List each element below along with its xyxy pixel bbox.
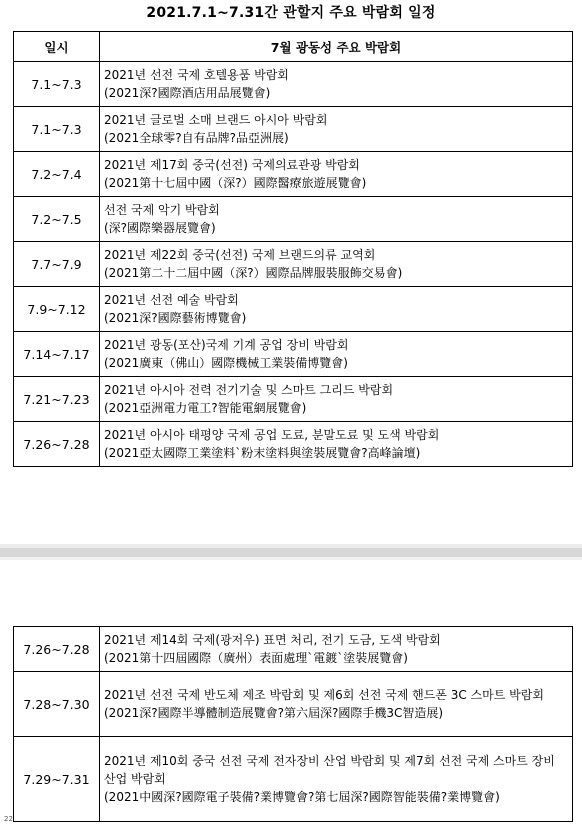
event-name-korean: 2021년 제17회 중국(선전) 국제의료관광 박람회 [104,158,360,172]
event-description [100,377,573,422]
schedule-table-page1 [13,31,573,467]
event-name-chinese: (2021中國深?國際電子裝備?業博覽會?第七屆深?國際智能裝備?業博覽會) [104,790,500,804]
event-name-chinese: (2021深?國際半導體制造展覽會?第六屆深?國際手機3C智造展) [104,706,444,720]
event-description [100,422,573,467]
table-row [14,737,573,822]
page-title: 2021.7.1~7.31간 관할지 주요 박람회 일정 [146,5,436,21]
event-date: 7.1~7.3 [14,107,100,152]
event-name-korean: 2021년 아시아 전력 전기기술 및 스마트 그리드 박람회 [104,383,394,397]
event-name-chinese: (2021亞洲電力電工?智能電網展覽會) [104,401,307,415]
event-description [100,627,573,672]
event-description [100,332,573,377]
table-row [14,152,573,197]
table-header-row [14,32,573,62]
event-description [100,672,573,737]
page-footer-mark: 22 [4,815,13,823]
event-name-korean: 2021년 선전 국제 호텔용품 박람회 [104,68,289,82]
table-row [14,62,573,107]
event-date: 7.21~7.23 [14,377,100,422]
table-row [14,197,573,242]
event-name-chinese: (2021第二十二屆中國（深?）國際品牌服裝服飾交易會) [104,266,403,280]
event-name-chinese: (2021亞太國際工業塗料`粉末塗料與塗裝展覽會?高峰論壇) [104,446,421,460]
event-name-korean: 2021년 선전 예술 박람회 [104,293,239,307]
table-row [14,287,573,332]
table-row [14,377,573,422]
event-date: 7.29~7.31 [14,737,100,822]
event-date: 7.2~7.4 [14,152,100,197]
event-name-korean: 2021년 글로벌 소매 브랜드 아시아 박람회 [104,113,328,127]
event-name-chinese: (2021第十四屆國際（廣州）表面處理`電鍍`塗裝展覽會) [104,651,408,665]
event-description [100,737,573,822]
event-date: 7.7~7.9 [14,242,100,287]
event-date: 7.1~7.3 [14,62,100,107]
event-description [100,62,573,107]
table-row [14,422,573,467]
event-description [100,197,573,242]
event-date: 7.28~7.30 [14,672,100,737]
event-name-chinese: (2021深?國際藝術博覽會) [104,311,247,325]
table-row [14,332,573,377]
table-row [14,672,573,737]
event-name-korean: 2021년 제14회 국제(광저우) 표면 처리, 전기 도금, 도색 박람회 [104,633,441,647]
event-name-chinese: (2021第十七屆中國（深?）國際醫療旅遊展覽會) [104,176,367,190]
event-description [100,152,573,197]
table-row [14,627,573,672]
schedule-table-page2 [13,626,573,822]
event-name-chinese: (2021廣東（佛山）國際機械工業裝備博覽會) [104,356,348,370]
event-name-korean: 2021년 제22회 중국(선전) 국제 브랜드의류 교역회 [104,248,376,262]
table-row [14,107,573,152]
event-name-chinese: (深?國際樂器展覽會) [104,221,216,235]
event-description [100,287,573,332]
event-name-korean: 2021년 제10회 중국 선전 국제 전자장비 산업 박람회 및 제7회 선전 국제 스마트 장비 산업 박람회 [104,754,555,786]
header-date: 일시 [14,32,100,62]
event-name-chinese: (2021深?國際酒店用品展覽會) [104,86,271,100]
event-description [100,242,573,287]
page-break-shadow-bottom [0,557,582,560]
event-name-chinese: (2021全球零?自有品牌?品亞洲展) [104,131,289,145]
event-name-korean: 2021년 아시아 태평양 국제 공업 도료, 분말도료 및 도색 박람회 [104,428,440,442]
event-date: 7.26~7.28 [14,627,100,672]
event-name-korean: 선전 국제 악기 박람회 [104,203,220,217]
page-break-divider [0,548,582,557]
event-name-korean: 2021년 광동(포산)국제 기계 공업 장비 박람회 [104,338,349,352]
event-name-korean: 2021년 선전 국제 반도체 제조 박람회 및 제6회 선전 국제 핸드폰 3C 스마트 박람회 [104,688,544,702]
table-body-page1 [14,62,573,467]
header-event: 7월 광동성 주요 박람회 [100,32,573,62]
event-date: 7.14~7.17 [14,332,100,377]
event-date: 7.2~7.5 [14,197,100,242]
table-body-page2 [14,627,573,822]
event-date: 7.26~7.28 [14,422,100,467]
event-description [100,107,573,152]
event-date: 7.9~7.12 [14,287,100,332]
table-row [14,242,573,287]
